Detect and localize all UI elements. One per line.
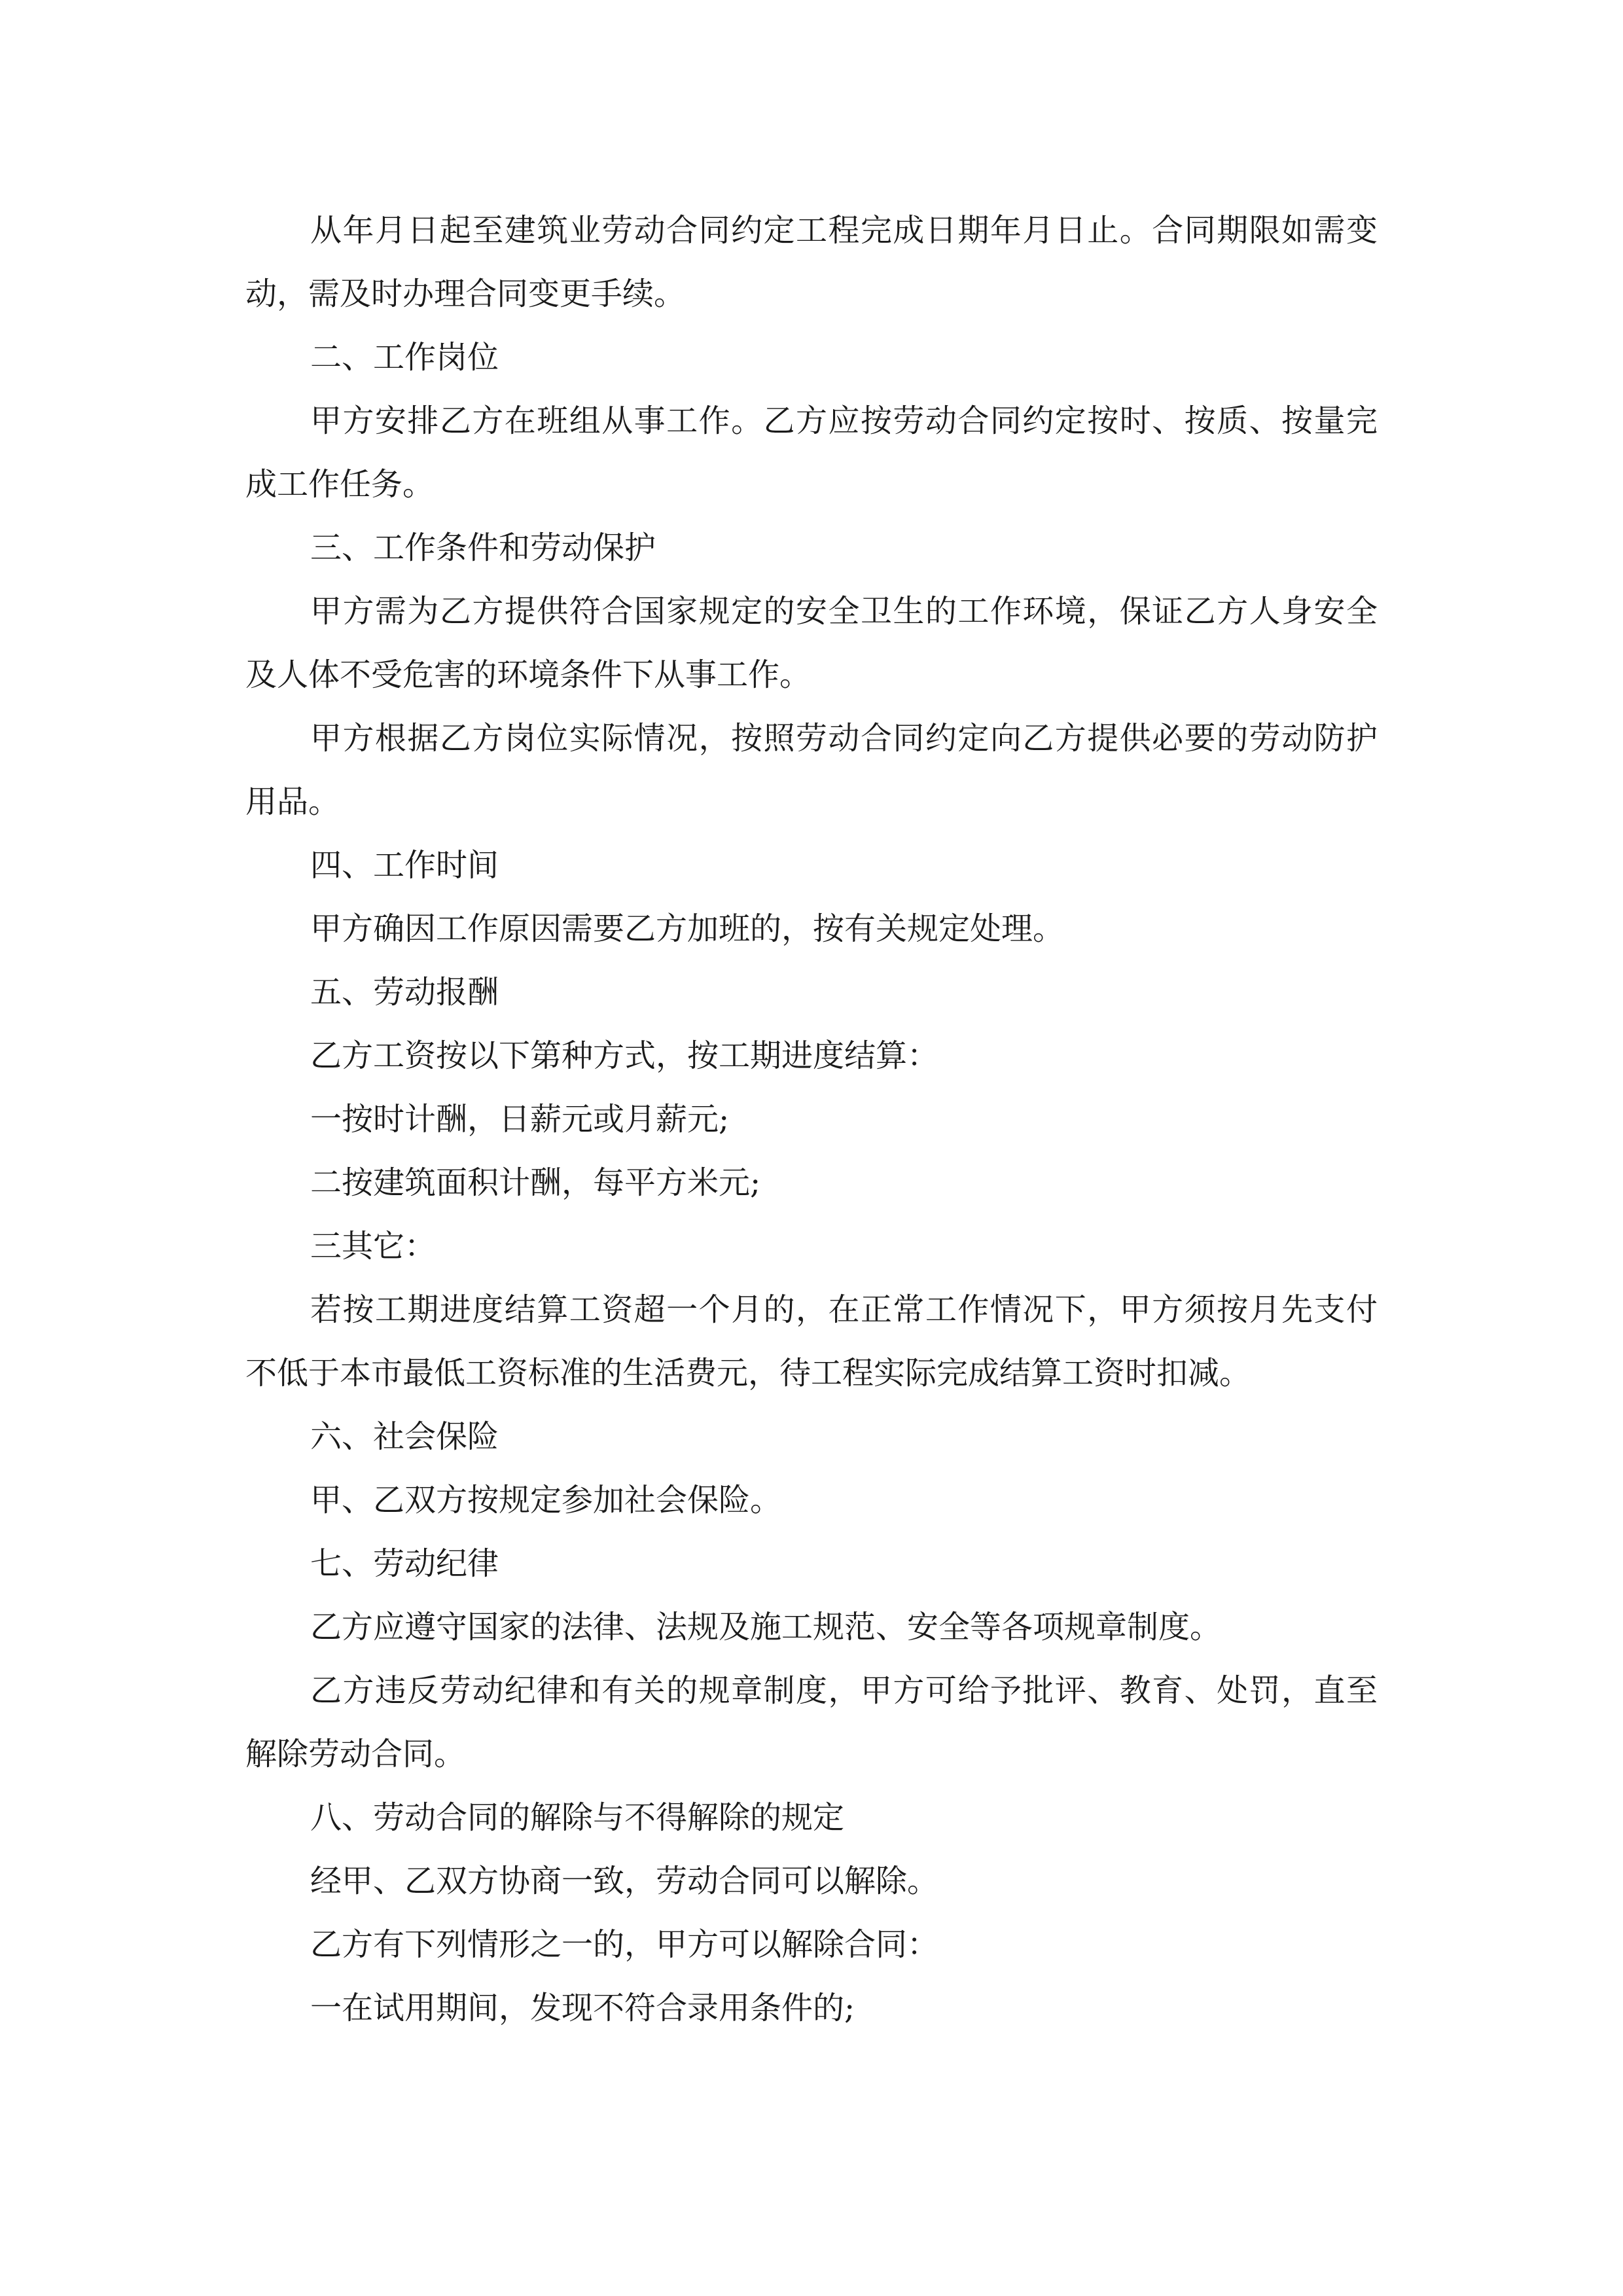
paragraph-work-environment: 甲方需为乙方提供符合国家规定的安全卫生的工作环境，保证乙方人身安全及人体不受危害的环境条件下从事工作。 bbox=[245, 593, 1378, 693]
paragraph-protective-equipment: 甲方根据乙方岗位实际情况，按照劳动合同约定向乙方提供必要的劳动防护用品。 bbox=[245, 720, 1378, 820]
paragraph-salary-option-1: 一按时计酬，日薪元或月薪元; bbox=[310, 1101, 730, 1138]
paragraph-salary-option-2: 二按建筑面积计酬，每平方米元; bbox=[310, 1164, 761, 1201]
heading-section-4: 四、工作时间 bbox=[310, 847, 499, 884]
paragraph-social-insurance: 甲、乙双方按规定参加社会保险。 bbox=[310, 1482, 782, 1518]
heading-section-2: 二、工作岗位 bbox=[310, 339, 499, 376]
heading-section-8: 八、劳动合同的解除与不得解除的规定 bbox=[310, 1799, 845, 1836]
paragraph-mutual-termination: 经甲、乙双方协商一致，劳动合同可以解除。 bbox=[310, 1863, 939, 1899]
paragraph-termination-conditions: 乙方有下列情形之一的，甲方可以解除合同： bbox=[310, 1926, 939, 1963]
heading-section-5: 五、劳动报酬 bbox=[310, 974, 499, 1011]
heading-section-7: 七、劳动纪律 bbox=[310, 1545, 499, 1582]
paragraph-contract-term: 从年月日起至建筑业劳动合同约定工程完成日期年月日止。合同期限如需变动，需及时办理合同变更手续。 bbox=[245, 212, 1378, 312]
paragraph-living-allowance: 若按工期进度结算工资超一个月的，在正常工作情况下，甲方须按月先支付不低于本市最低工资标准的生活费元，待工程实际完成结算工资时扣减。 bbox=[245, 1291, 1378, 1391]
contract-body bbox=[245, 199, 1378, 2040]
paragraph-salary-method: 乙方工资按以下第种方式，按工期进度结算： bbox=[310, 1037, 939, 1074]
paragraph-job-position: 甲方安排乙方在班组从事工作。乙方应按劳动合同约定按时、按质、按量完成工作任务。 bbox=[245, 403, 1378, 503]
paragraph-overtime: 甲方确因工作原因需要乙方加班的，按有关规定处理。 bbox=[310, 910, 1065, 947]
paragraph-probation-condition: 一在试用期间，发现不符合录用条件的; bbox=[310, 1990, 855, 2026]
paragraph-discipline-violation: 乙方违反劳动纪律和有关的规章制度，甲方可给予批评、教育、处罚，直至解除劳动合同。 bbox=[245, 1672, 1378, 1772]
paragraph-regulations: 乙方应遵守国家的法律、法规及施工规范、安全等各项规章制度。 bbox=[310, 1609, 1222, 1645]
heading-section-3: 三、工作条件和劳动保护 bbox=[310, 529, 656, 566]
paragraph-salary-option-3: 三其它： bbox=[310, 1228, 437, 1265]
heading-section-6: 六、社会保险 bbox=[310, 1418, 499, 1455]
